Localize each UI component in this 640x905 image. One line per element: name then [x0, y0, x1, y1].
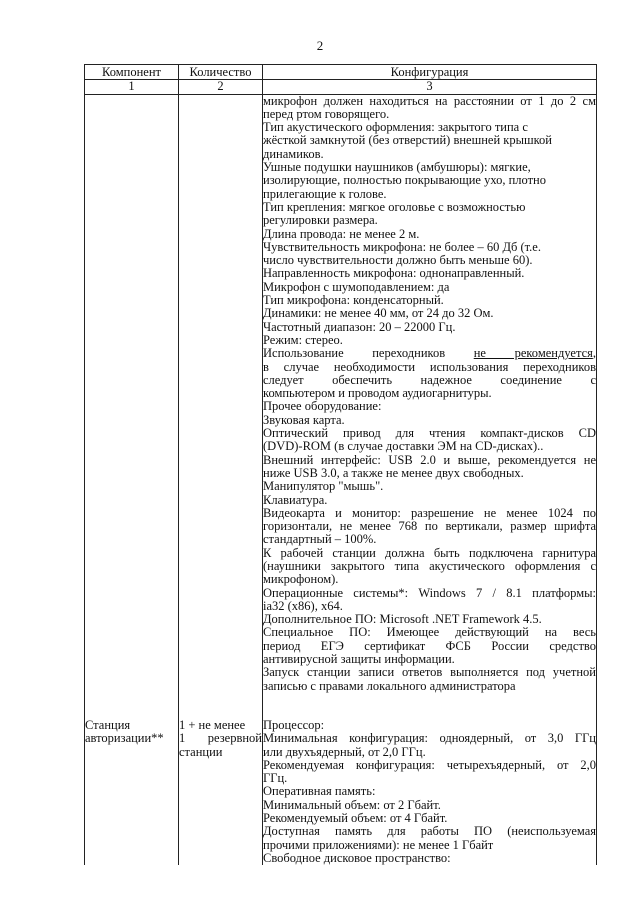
config-line-adapters — [263, 347, 596, 360]
config-line: Направленность микрофона: однонаправленный. — [263, 266, 525, 281]
quantity-line: 1 резервной — [179, 731, 262, 746]
configuration-cell — [263, 94, 597, 719]
column-number-row — [85, 80, 597, 94]
config-line: горизонтали, не менее 768 по вертикали, размер шрифта — [263, 519, 596, 534]
config-line: прилегающие к голове. — [263, 186, 387, 201]
config-line: Клавиатура. — [263, 492, 328, 507]
config-line: Оптический привод для чтения компакт-дисков CD — [263, 426, 596, 441]
config-line: Тип акустического оформления: закрытого типа с — [263, 120, 528, 135]
config-line: Запуск станции записи ответов выполняется под учетной — [263, 665, 596, 680]
config-line: Видеокарта и монитор: разрешение не менее 1024 по — [263, 505, 596, 520]
config-line: Частотный диапазон: 20 – 22000 Гц. — [263, 319, 456, 334]
configuration-cell — [263, 719, 597, 865]
config-line: или двухъядерный, от 2,0 ГГц. — [263, 744, 426, 759]
config-line: изолирующие, полностью покрывающие ухо, плотно — [263, 173, 547, 188]
config-line: Микрофон с шумоподавлением: да — [263, 279, 450, 294]
table-row — [85, 94, 597, 719]
column-number-1: 1 — [85, 80, 179, 94]
config-line: жёсткой замкнутой (без отверстий) внешней крышкой — [263, 133, 552, 148]
config-line: прочими приложениями): не менее 1 Гбайт — [263, 837, 494, 852]
config-line: Чувствительность микрофона: не более – 60 Дб (т.е. — [263, 239, 541, 254]
quantity-line: станции — [179, 744, 223, 759]
config-line: Рекомендуемый объем: от 4 Гбайт. — [263, 811, 448, 826]
config-line: Специальное ПО: Имеющее действующий на весь — [263, 625, 596, 640]
config-line: ia32 (x86), x64. — [263, 598, 343, 613]
config-line: (DVD)-ROM (в случае доставки ЭМ на CD-дисках).. — [263, 439, 544, 454]
config-line: записью с правами локального администратора — [263, 678, 516, 693]
header-component: Компонент — [85, 65, 179, 80]
config-line: (наушники закрытого типа акустического оформления с — [263, 558, 596, 573]
config-line: Динамики: не менее 40 мм, от 24 до 32 Ом. — [263, 306, 494, 321]
component-cell — [85, 94, 179, 719]
component-line: авторизации** — [85, 731, 164, 746]
header-row — [85, 65, 597, 80]
row-spacer — [263, 706, 596, 719]
column-number-3: 3 — [263, 80, 597, 94]
config-line: число чувствительности должно быть меньше 60). — [263, 253, 533, 268]
config-line: Внешний интерфейс: USB 2.0 и выше, рекомендуется не — [263, 452, 596, 467]
config-line: Свободное дисковое пространство: — [263, 850, 451, 865]
quantity-cell — [179, 719, 263, 865]
page-number: 2 — [316, 38, 324, 53]
config-line: антивирусной защиты информации. — [263, 652, 455, 667]
row-spacer — [263, 693, 596, 706]
component-line: Станция — [85, 717, 131, 732]
component-cell — [85, 719, 179, 865]
config-line: Минимальный объем: от 2 Гбайт. — [263, 797, 441, 812]
config-line: регулировки размера. — [263, 213, 378, 228]
configuration-table — [84, 64, 597, 865]
config-line: Минимальная конфигурация: одноядерный, от 3,0 ГГц — [263, 731, 596, 746]
header-quantity: Количество — [179, 65, 263, 80]
header-configuration: Конфигурация — [263, 65, 597, 80]
config-line: Процессор: — [263, 717, 325, 732]
config-line: перед ртом говорящего. — [263, 106, 390, 121]
table-row — [85, 719, 597, 865]
config-line: в случае необходимости использования переходников — [263, 359, 596, 374]
config-line: ниже USB 3.0, а также не менее двух свободных. — [263, 465, 524, 480]
underlined-phrase: не рекомендуется — [473, 346, 593, 361]
config-line: Оперативная память: — [263, 784, 376, 799]
config-line: Прочее оборудование: — [263, 399, 382, 414]
config-line: Длина провода: не менее 2 м. — [263, 226, 420, 241]
config-line: период ЕГЭ сертификат ФСБ России средство — [263, 638, 596, 653]
quantity-cell — [179, 94, 263, 719]
config-line: Ушные подушки наушников (амбушюры): мягкие, — [263, 160, 531, 175]
config-line: Дополнительное ПО: Microsoft .NET Framework 4.5. — [263, 612, 542, 627]
config-line: ГГц. — [263, 771, 288, 786]
config-line: Режим: стерео. — [263, 332, 343, 347]
column-number-2: 2 — [179, 80, 263, 94]
config-line: динамиков. — [263, 146, 324, 161]
config-line: компьютером и проводом аудиогарнитуры. — [263, 386, 492, 401]
config-line: Манипулятор "мышь". — [263, 479, 384, 494]
config-line: К рабочей станции должна быть подключена гарнитура — [263, 545, 596, 560]
config-line: микрофон должен находиться на расстоянии от 1 до 2 см — [263, 93, 596, 108]
config-line: Доступная память для работы ПО (неиспользуемая — [263, 824, 596, 839]
config-line: Рекомендуемая конфигурация: четырехъядерный, от 2,0 — [263, 757, 596, 772]
quantity-line: 1 + не менее — [179, 717, 246, 732]
config-line: следует обеспечить надежное соединение с — [263, 372, 596, 387]
config-line: Тип микрофона: конденсаторный. — [263, 293, 444, 308]
config-line: микрофоном). — [263, 572, 339, 587]
config-line: стандартный – 100%. — [263, 532, 377, 547]
config-line: Тип крепления: мягкое оголовье с возможностью — [263, 199, 526, 214]
config-line: Звуковая карта. — [263, 412, 345, 427]
config-line: Операционные системы*: Windows 7 / 8.1 платформы: — [263, 585, 596, 600]
config-line-text: Использование переходников не рекомендуется, — [263, 346, 596, 361]
